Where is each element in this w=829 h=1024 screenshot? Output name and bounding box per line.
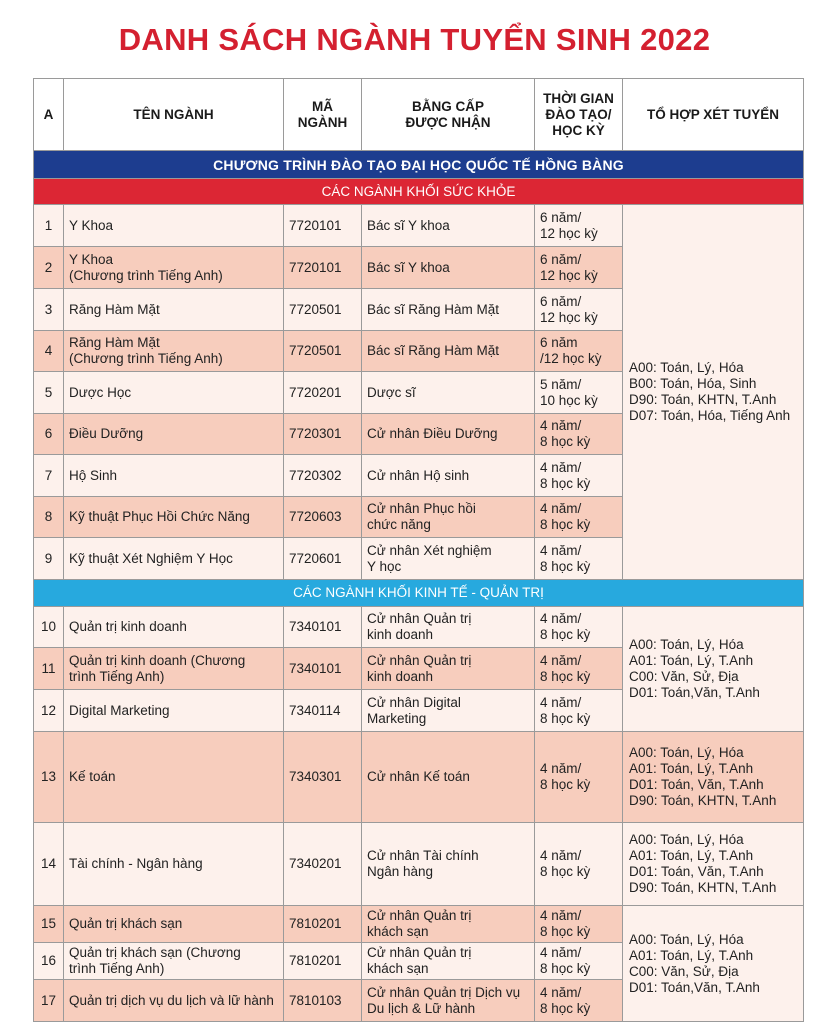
combo-item: D01: Toán,Văn, T.Anh <box>629 685 760 700</box>
admission-combos <box>623 823 804 906</box>
degree-line1: Bác sĩ Y khoa <box>367 217 450 233</box>
major-code: 7340114 <box>284 690 362 732</box>
degree-line2: khách sạn <box>367 961 429 976</box>
major-code: 7720501 <box>284 289 362 331</box>
degree <box>362 607 535 648</box>
degree <box>362 497 535 538</box>
degree <box>362 648 535 690</box>
major-name-line1: Hộ Sinh <box>69 467 118 483</box>
row-index: 4 <box>34 331 64 372</box>
major-name-line1: Răng Hàm Mặt <box>69 335 160 350</box>
combo-item: A01: Toán, Lý, T.Anh <box>629 761 754 776</box>
duration-semesters: 8 học kỳ <box>540 961 591 976</box>
duration-years: 6 năm/ <box>540 293 582 309</box>
header-time-line2: ĐÀO TẠO/ <box>545 106 612 122</box>
major-code: 7720501 <box>284 331 362 372</box>
table-row <box>34 607 804 648</box>
major-name <box>64 943 284 980</box>
degree-line1: Cử nhân Hộ sinh <box>367 467 470 483</box>
header-row <box>34 79 804 151</box>
major-name <box>64 455 284 497</box>
combo-item: D90: Toán, KHTN, T.Anh <box>629 793 777 808</box>
duration <box>535 331 623 372</box>
major-name-line2: (Chương trình Tiếng Anh) <box>69 351 223 366</box>
degree-line1: Bác sĩ Răng Hàm Mặt <box>367 343 500 358</box>
duration-years: 4 năm/ <box>540 459 582 475</box>
duration <box>535 943 623 980</box>
duration-years: 4 năm/ <box>540 542 582 558</box>
duration <box>535 732 623 823</box>
row-index: 12 <box>34 690 64 732</box>
major-name <box>64 607 284 648</box>
row-index: 17 <box>34 980 64 1022</box>
major-name-line1: Tài chính - Ngân hàng <box>69 856 203 871</box>
major-name-line2: trình Tiếng Anh) <box>69 961 165 976</box>
program-title: CHƯƠNG TRÌNH ĐÀO TẠO ĐẠI HỌC QUỐC TẾ HỒNG BÀNG <box>34 151 804 179</box>
duration-years: 4 năm/ <box>540 418 582 433</box>
combo-item: A01: Toán, Lý, T.Anh <box>629 848 754 863</box>
health-section-band <box>34 179 804 205</box>
major-name-line1: Quản trị kinh doanh <box>69 619 187 634</box>
duration-years: 6 năm/ <box>540 251 582 267</box>
header-time <box>535 79 623 151</box>
combo-item: A01: Toán, Lý, T.Anh <box>629 947 754 963</box>
degree <box>362 414 535 455</box>
header-code <box>284 79 362 151</box>
duration-years: 4 năm/ <box>540 694 582 710</box>
major-name <box>64 690 284 732</box>
header-degree-line1: BẰNG CẤP <box>411 98 484 114</box>
duration <box>535 823 623 906</box>
header-index: A <box>34 79 64 151</box>
degree-line2: Ngân hàng <box>367 864 434 879</box>
major-code: 7340101 <box>284 648 362 690</box>
row-index: 11 <box>34 648 64 690</box>
table-row <box>34 205 804 247</box>
degree-line1: Cử nhân Digital <box>367 694 461 710</box>
major-code: 7720301 <box>284 414 362 455</box>
combo-item: D90: Toán, KHTN, T.Anh <box>629 880 777 895</box>
duration <box>535 980 623 1022</box>
major-name-line1: Quản trị kinh doanh (Chương <box>69 652 246 668</box>
degree-line1: Cử nhân Quản trị <box>367 945 472 960</box>
duration <box>535 906 623 943</box>
header-time-line1: THỜI GIAN <box>543 90 614 106</box>
duration <box>535 538 623 580</box>
degree <box>362 372 535 414</box>
combo-item: A00: Toán, Lý, Hóa <box>629 360 744 375</box>
duration-semesters: 12 học kỳ <box>540 225 598 241</box>
major-code: 7340201 <box>284 823 362 906</box>
major-code: 7720101 <box>284 247 362 289</box>
major-name <box>64 289 284 331</box>
header-combo: TỔ HỢP XÉT TUYỂN <box>623 79 804 151</box>
major-name-line1: Điều Dưỡng <box>69 426 144 441</box>
degree <box>362 205 535 247</box>
duration-years: 4 năm/ <box>540 984 582 1000</box>
row-index: 16 <box>34 943 64 980</box>
major-name <box>64 497 284 538</box>
duration-years: 4 năm/ <box>540 652 582 668</box>
major-name <box>64 732 284 823</box>
table-row <box>34 732 804 823</box>
combo-item: C00: Văn, Sử, Địa <box>629 669 739 684</box>
row-index: 14 <box>34 823 64 906</box>
major-code: 7810103 <box>284 980 362 1022</box>
major-code: 7720603 <box>284 497 362 538</box>
degree <box>362 823 535 906</box>
degree <box>362 538 535 580</box>
duration-semesters: 8 học kỳ <box>540 475 591 491</box>
duration <box>535 455 623 497</box>
major-name-line1: Digital Marketing <box>69 702 170 718</box>
health-section-title: CÁC NGÀNH KHỐI SỨC KHỎE <box>34 179 804 205</box>
duration-semesters: 12 học kỳ <box>540 267 598 283</box>
duration-semesters: 8 học kỳ <box>540 710 591 726</box>
major-name-line1: Kế toán <box>69 769 116 784</box>
degree <box>362 906 535 943</box>
duration <box>535 648 623 690</box>
program-band <box>34 151 804 179</box>
duration-years: 4 năm/ <box>540 761 582 776</box>
row-index: 8 <box>34 497 64 538</box>
major-name-line1: Y Khoa <box>69 251 114 267</box>
degree <box>362 331 535 372</box>
econ-section-band <box>34 580 804 607</box>
duration <box>535 414 623 455</box>
duration-semesters: 8 học kỳ <box>540 517 591 532</box>
degree-line1: Cử nhân Quản trị <box>367 908 472 923</box>
header-time-line3: HỌC KỲ <box>552 122 605 138</box>
duration-years: 4 năm/ <box>540 848 582 863</box>
degree <box>362 980 535 1022</box>
combo-item: D01: Toán, Văn, T.Anh <box>629 864 764 879</box>
degree <box>362 732 535 823</box>
degree <box>362 943 535 980</box>
header-degree-line2: ĐƯỢC NHẬN <box>405 114 491 130</box>
degree-line2: khách sạn <box>367 924 429 939</box>
duration <box>535 247 623 289</box>
row-index: 6 <box>34 414 64 455</box>
major-code: 7720201 <box>284 372 362 414</box>
major-name-line2: trình Tiếng Anh) <box>69 668 165 684</box>
degree-line1: Cử nhân Kế toán <box>367 769 470 784</box>
major-code: 7720302 <box>284 455 362 497</box>
admission-combos <box>623 205 804 580</box>
major-name <box>64 980 284 1022</box>
degree-line1: Cử nhân Điều Dưỡng <box>367 426 498 441</box>
duration-years: 5 năm/ <box>540 376 582 392</box>
row-index: 15 <box>34 906 64 943</box>
duration <box>535 289 623 331</box>
combo-item: A00: Toán, Lý, Hóa <box>629 745 744 760</box>
admission-combos <box>623 732 804 823</box>
table-body <box>34 151 804 1022</box>
duration-years: 4 năm/ <box>540 945 582 960</box>
duration-semesters: 8 học kỳ <box>540 924 591 939</box>
row-index: 2 <box>34 247 64 289</box>
major-name-line1: Dược Học <box>69 384 132 400</box>
duration-semesters: 8 học kỳ <box>540 627 591 642</box>
degree-line1: Cử nhân Phục hồi <box>367 501 476 516</box>
combo-item: D01: Toán,Văn, T.Anh <box>629 979 760 995</box>
major-name <box>64 538 284 580</box>
combo-item: A00: Toán, Lý, Hóa <box>629 637 744 652</box>
header-degree <box>362 79 535 151</box>
table-row <box>34 823 804 906</box>
combo-item: D90: Toán, KHTN, T.Anh <box>629 392 777 407</box>
major-code: 7810201 <box>284 943 362 980</box>
degree-line2: Marketing <box>367 710 427 726</box>
major-name <box>64 205 284 247</box>
degree-line2: kinh doanh <box>367 668 434 684</box>
header-name: TÊN NGÀNH <box>64 79 284 151</box>
major-name <box>64 823 284 906</box>
duration <box>535 205 623 247</box>
row-index: 10 <box>34 607 64 648</box>
degree-line2: chức năng <box>367 517 431 532</box>
degree-line2: Y học <box>367 558 402 574</box>
combo-item: D07: Toán, Hóa, Tiếng Anh <box>629 408 791 423</box>
duration-semesters: 8 học kỳ <box>540 777 591 792</box>
degree <box>362 247 535 289</box>
duration-semesters: 8 học kỳ <box>540 434 591 449</box>
major-code: 7340101 <box>284 607 362 648</box>
duration-semesters: 8 học kỳ <box>540 1000 591 1016</box>
header-code-line2: NGÀNH <box>297 114 348 130</box>
degree-line1: Cử nhân Quản trị <box>367 652 472 668</box>
major-code: 7720601 <box>284 538 362 580</box>
duration-years: 6 năm <box>540 335 578 350</box>
row-index: 7 <box>34 455 64 497</box>
degree-line1: Bác sĩ Y khoa <box>367 259 450 275</box>
duration <box>535 497 623 538</box>
major-name-line1: Kỹ thuật Xét Nghiệm Y Học <box>69 550 233 566</box>
major-name-line1: Răng Hàm Mặt <box>69 301 160 317</box>
row-index: 5 <box>34 372 64 414</box>
duration-years: 4 năm/ <box>540 611 582 626</box>
combo-item: A00: Toán, Lý, Hóa <box>629 832 744 847</box>
combo-item: A01: Toán, Lý, T.Anh <box>629 653 754 668</box>
duration-semesters: 10 học kỳ <box>540 392 598 408</box>
degree <box>362 690 535 732</box>
degree-line2: Du lịch & Lữ hành <box>367 1000 476 1016</box>
degree-line1: Cử nhân Quản trị Dịch vụ <box>367 984 521 1000</box>
table-row <box>34 906 804 943</box>
major-name-line2: (Chương trình Tiếng Anh) <box>69 267 223 283</box>
row-index: 3 <box>34 289 64 331</box>
major-code: 7720101 <box>284 205 362 247</box>
degree <box>362 455 535 497</box>
page-title: DANH SÁCH NGÀNH TUYỂN SINH 2022 <box>118 22 711 57</box>
degree-line1: Cử nhân Quản trị <box>367 611 472 626</box>
admission-combos <box>623 607 804 732</box>
major-name <box>64 331 284 372</box>
degree-line1: Cử nhân Xét nghiệm <box>367 542 492 558</box>
header-code-line1: MÃ <box>312 98 333 114</box>
major-name <box>64 906 284 943</box>
major-name-line1: Y Khoa <box>69 217 114 233</box>
major-name-line1: Quản trị dịch vụ du lịch và lữ hành <box>69 992 274 1008</box>
combo-item: C00: Văn, Sử, Địa <box>629 963 739 979</box>
duration <box>535 607 623 648</box>
major-name <box>64 648 284 690</box>
major-name-line1: Kỹ thuật Phục Hồi Chức Năng <box>69 509 250 524</box>
combo-item: D01: Toán, Văn, T.Anh <box>629 777 764 792</box>
row-index: 1 <box>34 205 64 247</box>
row-index: 13 <box>34 732 64 823</box>
admission-combos <box>623 906 804 1022</box>
major-name <box>64 372 284 414</box>
duration <box>535 690 623 732</box>
duration-semesters: 8 học kỳ <box>540 864 591 879</box>
duration-years: 6 năm/ <box>540 209 582 225</box>
major-name <box>64 414 284 455</box>
major-code: 7810201 <box>284 906 362 943</box>
degree-line1: Bác sĩ Răng Hàm Mặt <box>367 301 500 317</box>
admissions-table <box>33 78 804 1022</box>
combo-item: B00: Toán, Hóa, Sinh <box>629 376 757 391</box>
major-name <box>64 247 284 289</box>
degree-line2: kinh doanh <box>367 627 434 642</box>
degree-line1: Cử nhân Tài chính <box>367 848 479 863</box>
major-name-line1: Quản trị khách sạn <box>69 916 183 931</box>
duration-semesters: 12 học kỳ <box>540 309 598 325</box>
duration-years: 4 năm/ <box>540 908 582 923</box>
econ-section-title: CÁC NGÀNH KHỐI KINH TẾ - QUẢN TRỊ <box>34 580 804 607</box>
duration-semesters: /12 học kỳ <box>540 351 602 366</box>
duration-years: 4 năm/ <box>540 501 582 516</box>
row-index: 9 <box>34 538 64 580</box>
major-name-line1: Quản trị khách sạn (Chương <box>69 945 241 960</box>
duration <box>535 372 623 414</box>
degree <box>362 289 535 331</box>
combo-item: A00: Toán, Lý, Hóa <box>629 931 744 947</box>
degree-line1: Dược sĩ <box>367 384 416 400</box>
duration-semesters: 8 học kỳ <box>540 668 591 684</box>
duration-semesters: 8 học kỳ <box>540 558 591 574</box>
major-code: 7340301 <box>284 732 362 823</box>
